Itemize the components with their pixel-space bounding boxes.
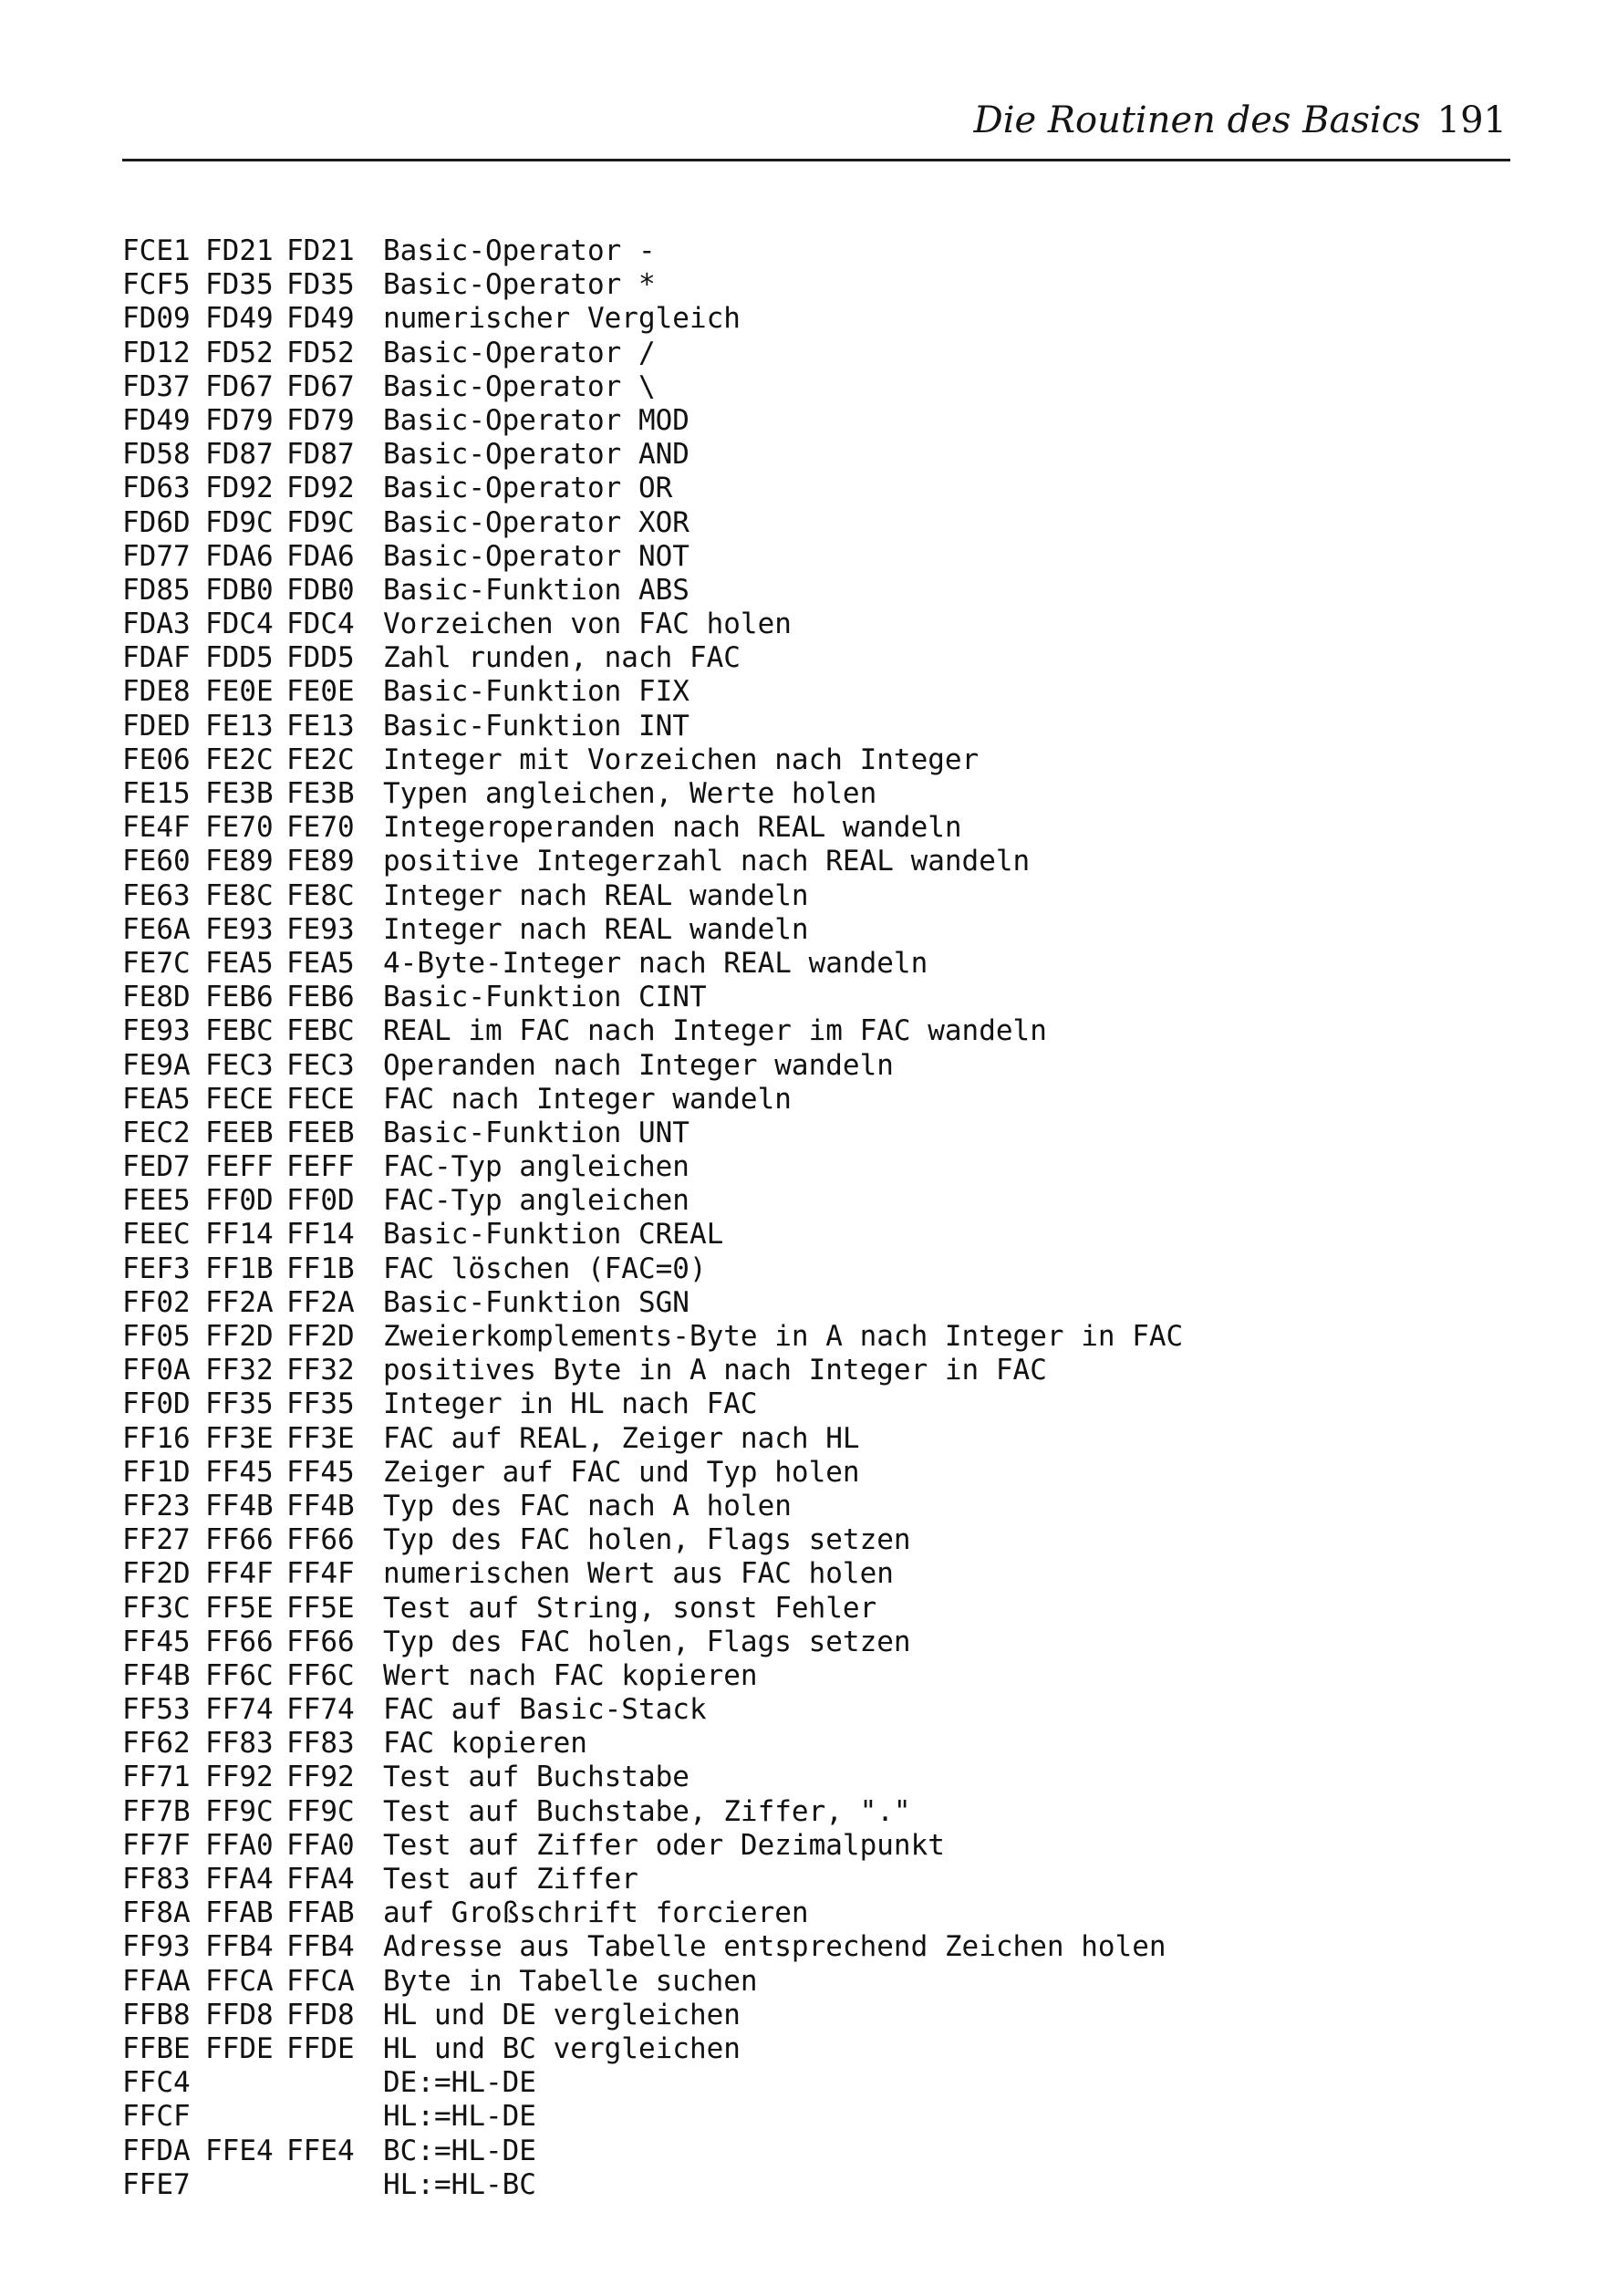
listing-row (122, 913, 1399, 947)
address-cpc664: FFE4 (205, 2134, 274, 2167)
listing-row (122, 879, 1399, 913)
routine-description: FAC kopieren (383, 1727, 587, 1761)
address-cpc6128: FF3E (286, 1421, 355, 1455)
routine-description: Basic-Operator NOT (383, 539, 689, 573)
routine-description: Operanden nach Integer wandeln (383, 1048, 894, 1082)
listing-row (122, 540, 1399, 574)
address-cpc6128: FE0E (286, 675, 355, 709)
address-cpc464: FDED (122, 709, 191, 743)
routine-description: Wert nach FAC kopieren (383, 1658, 758, 1692)
address-cpc464: FD12 (122, 336, 191, 369)
listing-row (122, 1184, 1399, 1218)
address-cpc464: FE7C (122, 946, 191, 980)
address-cpc464: FF02 (122, 1285, 191, 1319)
listing-row (122, 1999, 1399, 2032)
listing-row (122, 1083, 1399, 1117)
routine-description: Integer nach REAL wandeln (383, 912, 809, 946)
listing-row (122, 777, 1399, 811)
address-cpc664: FE2C (205, 743, 274, 776)
address-cpc6128: FFE4 (286, 2134, 355, 2167)
address-cpc6128: FF2A (286, 1285, 355, 1319)
address-cpc464: FEF3 (122, 1252, 191, 1285)
listing-row (122, 981, 1399, 1014)
address-cpc464: FF71 (122, 1761, 191, 1794)
address-cpc664: FECE (205, 1082, 274, 1116)
address-cpc664: FD87 (205, 438, 274, 472)
address-cpc464: FFC4 (122, 2066, 191, 2100)
address-cpc464: FEA5 (122, 1082, 191, 1116)
routine-description: Basic-Funktion INT (383, 709, 689, 743)
address-cpc464: FEC2 (122, 1116, 191, 1149)
routine-description: Basic-Operator - (383, 234, 656, 267)
routine-description: Basic-Funktion ABS (383, 573, 689, 607)
address-cpc6128: FD79 (286, 403, 355, 437)
routine-description: Basic-Funktion SGN (383, 1285, 689, 1319)
running-title: Die Routinen des Basics (973, 99, 1421, 141)
listing-row (122, 710, 1399, 743)
routine-description: Typen angleichen, Werte holen (383, 777, 877, 810)
listing-row (122, 234, 1399, 268)
address-cpc464: FF0D (122, 1387, 191, 1421)
address-cpc664: FF4B (205, 1489, 274, 1522)
address-cpc6128: FF35 (286, 1387, 355, 1421)
address-cpc664: FD79 (205, 403, 274, 437)
address-cpc664: FFD8 (205, 1998, 274, 2031)
address-cpc6128: FE89 (286, 845, 355, 878)
address-cpc664: FF2A (205, 1285, 274, 1319)
address-cpc464: FFBE (122, 2031, 191, 2065)
address-cpc464: FEE5 (122, 1184, 191, 1218)
routine-description: Basic-Operator XOR (383, 505, 689, 539)
address-cpc6128: FD35 (286, 268, 355, 302)
listing-row (122, 1150, 1399, 1184)
address-cpc6128: FF5E (286, 1591, 355, 1625)
address-cpc664: FFA4 (205, 1863, 274, 1896)
address-cpc664: FEFF (205, 1150, 274, 1184)
address-cpc464: FE06 (122, 743, 191, 776)
address-cpc6128: FD9C (286, 505, 355, 539)
address-cpc6128: FF4B (286, 1489, 355, 1522)
address-cpc464: FF05 (122, 1320, 191, 1353)
address-cpc6128: FE13 (286, 709, 355, 743)
address-cpc464: FE6A (122, 912, 191, 946)
address-cpc6128: FF83 (286, 1727, 355, 1761)
address-cpc664: FF66 (205, 1625, 274, 1658)
address-cpc6128: FDA6 (286, 539, 355, 573)
routine-description: Integer mit Vorzeichen nach Integer (383, 743, 980, 776)
address-cpc6128: FF66 (286, 1625, 355, 1658)
routine-description: FAC-Typ angleichen (383, 1150, 689, 1184)
address-cpc464: FF8A (122, 1896, 191, 1930)
address-cpc664: FDC4 (205, 608, 274, 641)
address-cpc664: FF45 (205, 1455, 274, 1489)
routine-description: HL:=HL-BC (383, 2167, 536, 2201)
routine-description: Vorzeichen von FAC holen (383, 608, 792, 641)
address-cpc464: FCF5 (122, 268, 191, 302)
listing-row (122, 438, 1399, 472)
address-cpc464: FE60 (122, 845, 191, 878)
routine-description: DE:=HL-DE (383, 2066, 536, 2100)
routine-description: Test auf Ziffer (383, 1863, 638, 1896)
address-cpc664: FF1B (205, 1252, 274, 1285)
routine-description: FAC-Typ angleichen (383, 1184, 689, 1218)
address-cpc6128: FF74 (286, 1693, 355, 1727)
address-cpc464: FE15 (122, 777, 191, 810)
address-cpc6128: FF14 (286, 1218, 355, 1252)
address-cpc464: FF2D (122, 1557, 191, 1591)
address-cpc6128: FD21 (286, 234, 355, 267)
listing-row (122, 2135, 1399, 2168)
address-cpc6128: FD92 (286, 472, 355, 505)
listing-row (122, 2032, 1399, 2066)
address-cpc664: FD52 (205, 336, 274, 369)
address-cpc464: FF45 (122, 1625, 191, 1658)
address-cpc664: FFAB (205, 1896, 274, 1930)
listing-row (122, 302, 1399, 336)
address-cpc664: FFDE (205, 2031, 274, 2065)
address-cpc464: FD77 (122, 539, 191, 573)
address-cpc664: FF35 (205, 1387, 274, 1421)
address-cpc464: FF3C (122, 1591, 191, 1625)
address-cpc6128: FF32 (286, 1354, 355, 1387)
address-cpc664: FE89 (205, 845, 274, 878)
listing-row (122, 947, 1399, 981)
routine-description: Basic-Operator * (383, 268, 656, 302)
routine-description: Test auf Ziffer oder Dezimalpunkt (383, 1828, 945, 1862)
listing-row (122, 1863, 1399, 1896)
listing-row (122, 1490, 1399, 1523)
address-cpc464: FF0A (122, 1354, 191, 1387)
address-cpc6128: FE8C (286, 878, 355, 912)
address-cpc664: FF14 (205, 1218, 274, 1252)
address-cpc664: FFCA (205, 1964, 274, 1998)
routine-description: FAC auf REAL, Zeiger nach HL (383, 1421, 860, 1455)
address-cpc6128: FFAB (286, 1896, 355, 1930)
address-cpc664: FFA0 (205, 1828, 274, 1862)
address-cpc464: FE4F (122, 811, 191, 845)
listing-row (122, 811, 1399, 845)
address-cpc6128: FF4F (286, 1557, 355, 1591)
address-cpc464: FD85 (122, 573, 191, 607)
address-cpc664: FE70 (205, 811, 274, 845)
address-cpc464: FF93 (122, 1930, 191, 1964)
listing-row (122, 1014, 1399, 1048)
routine-description: HL und DE vergleichen (383, 1998, 741, 2031)
routine-description: auf Großschrift forcieren (383, 1896, 809, 1930)
listing-row (122, 506, 1399, 540)
routine-description: Zahl runden, nach FAC (383, 641, 741, 675)
listing-row (122, 1659, 1399, 1693)
address-cpc664: FF3E (205, 1421, 274, 1455)
address-cpc6128: FD52 (286, 336, 355, 369)
listing-row (122, 1049, 1399, 1083)
address-cpc464: FE8D (122, 981, 191, 1014)
address-cpc6128: FFCA (286, 1964, 355, 1998)
address-cpc664: FEC3 (205, 1048, 274, 1082)
routine-description: Typ des FAC holen, Flags setzen (383, 1625, 911, 1658)
address-cpc664: FF32 (205, 1354, 274, 1387)
listing-row (122, 1523, 1399, 1557)
address-cpc664: FF83 (205, 1727, 274, 1761)
address-cpc6128: FF0D (286, 1184, 355, 1218)
listing-row (122, 337, 1399, 370)
address-cpc664: FD49 (205, 302, 274, 336)
address-cpc664: FF9C (205, 1794, 274, 1828)
address-cpc664: FDD5 (205, 641, 274, 675)
address-cpc6128: FF1B (286, 1252, 355, 1285)
listing-row (122, 2066, 1399, 2100)
address-cpc6128: FF9C (286, 1794, 355, 1828)
listing-row (122, 1387, 1399, 1421)
listing-row (122, 1965, 1399, 1999)
routine-description: Test auf Buchstabe, Ziffer, "." (383, 1794, 911, 1828)
address-cpc464: FFE7 (122, 2167, 191, 2201)
routine-description: numerischer Vergleich (383, 302, 741, 336)
address-cpc464: FDE8 (122, 675, 191, 709)
listing-row (122, 2100, 1399, 2134)
address-cpc6128: FEBC (286, 1014, 355, 1048)
routine-description: Test auf String, sonst Fehler (383, 1591, 877, 1625)
routine-description: Test auf Buchstabe (383, 1761, 689, 1794)
routine-description: Basic-Operator OR (383, 472, 673, 505)
address-cpc6128: FDB0 (286, 573, 355, 607)
address-cpc464: FDA3 (122, 608, 191, 641)
address-cpc464: FFCF (122, 2100, 191, 2134)
routine-description: Basic-Funktion CREAL (383, 1218, 724, 1252)
listing-row (122, 268, 1399, 302)
address-cpc664: FF92 (205, 1761, 274, 1794)
listing-row (122, 1354, 1399, 1387)
listing-row (122, 1422, 1399, 1456)
address-cpc464: FD6D (122, 505, 191, 539)
address-cpc6128: FEB6 (286, 981, 355, 1014)
address-cpc464: FFAA (122, 1964, 191, 1998)
routine-description: 4-Byte-Integer nach REAL wandeln (383, 946, 928, 980)
address-cpc664: FF6C (205, 1658, 274, 1692)
address-cpc664: FE93 (205, 912, 274, 946)
address-cpc6128: FDD5 (286, 641, 355, 675)
address-cpc6128: FEEB (286, 1116, 355, 1149)
address-cpc664: FE0E (205, 675, 274, 709)
routine-description: Basic-Operator MOD (383, 403, 689, 437)
address-cpc464: FE93 (122, 1014, 191, 1048)
listing-row (122, 675, 1399, 709)
routine-description: Integer in HL nach FAC (383, 1387, 758, 1421)
address-cpc464: FD09 (122, 302, 191, 336)
address-cpc6128: FEC3 (286, 1048, 355, 1082)
routine-description: positive Integerzahl nach REAL wandeln (383, 845, 1031, 878)
address-cpc464: FF23 (122, 1489, 191, 1522)
address-cpc6128: FF6C (286, 1658, 355, 1692)
routine-description: FAC auf Basic-Stack (383, 1693, 707, 1727)
address-cpc464: FEEC (122, 1218, 191, 1252)
address-cpc6128: FFA0 (286, 1828, 355, 1862)
address-cpc664: FF74 (205, 1693, 274, 1727)
routine-description: Basic-Operator / (383, 336, 656, 369)
address-cpc6128: FF92 (286, 1761, 355, 1794)
listing-row (122, 1557, 1399, 1591)
routine-description: Basic-Operator \ (383, 369, 656, 403)
address-cpc6128: FFA4 (286, 1863, 355, 1896)
address-cpc464: FD37 (122, 369, 191, 403)
routine-description: HL:=HL-DE (383, 2100, 536, 2134)
listing-row (122, 472, 1399, 505)
routine-description: Byte in Tabelle suchen (383, 1964, 758, 1998)
routine-description: positives Byte in A nach Integer in FAC (383, 1354, 1047, 1387)
address-cpc6128: FD49 (286, 302, 355, 336)
routine-description: Typ des FAC nach A holen (383, 1489, 792, 1522)
address-cpc464: FF7B (122, 1794, 191, 1828)
listing-row (122, 1626, 1399, 1659)
header-text (973, 99, 1507, 141)
address-cpc6128: FF2D (286, 1320, 355, 1353)
address-cpc664: FDB0 (205, 573, 274, 607)
address-cpc6128: FFD8 (286, 1998, 355, 2031)
routine-description: Basic-Funktion CINT (383, 981, 707, 1014)
address-cpc6128: FEA5 (286, 946, 355, 980)
address-cpc6128: FECE (286, 1082, 355, 1116)
page-number: 191 (1436, 99, 1507, 141)
address-cpc664: FF0D (205, 1184, 274, 1218)
address-cpc6128: FDC4 (286, 608, 355, 641)
address-cpc6128: FE93 (286, 912, 355, 946)
listing-row (122, 1320, 1399, 1354)
routine-description: Zweierkomplements-Byte in A nach Integer in FAC (383, 1320, 1184, 1353)
address-cpc6128: FD87 (286, 438, 355, 472)
listing-row (122, 1456, 1399, 1490)
address-cpc464: FF1D (122, 1455, 191, 1489)
address-cpc464: FDAF (122, 641, 191, 675)
routine-description: Typ des FAC holen, Flags setzen (383, 1523, 911, 1557)
listing-row (122, 1117, 1399, 1150)
listing-row (122, 1592, 1399, 1626)
listing-row (122, 1829, 1399, 1863)
address-cpc464: FD63 (122, 472, 191, 505)
listing-row (122, 404, 1399, 438)
routine-description: Basic-Funktion UNT (383, 1116, 689, 1149)
page-header (122, 91, 1510, 146)
routine-description: numerischen Wert aus FAC holen (383, 1557, 894, 1591)
address-cpc464: FF27 (122, 1523, 191, 1557)
address-cpc464: FD58 (122, 438, 191, 472)
address-cpc6128: FE3B (286, 777, 355, 810)
address-cpc6128: FF66 (286, 1523, 355, 1557)
listing-row (122, 370, 1399, 404)
address-cpc664: FE3B (205, 777, 274, 810)
address-cpc464: FF83 (122, 1863, 191, 1896)
address-cpc664: FDA6 (205, 539, 274, 573)
listing-row (122, 1286, 1399, 1320)
address-cpc664: FD92 (205, 472, 274, 505)
routine-description: Integer nach REAL wandeln (383, 878, 809, 912)
listing-row (122, 1252, 1399, 1286)
address-cpc664: FEA5 (205, 946, 274, 980)
address-cpc664: FF4F (205, 1557, 274, 1591)
address-cpc664: FF5E (205, 1591, 274, 1625)
routine-description: REAL im FAC nach Integer im FAC wandeln (383, 1014, 1047, 1048)
address-cpc664: FD67 (205, 369, 274, 403)
address-cpc664: FEBC (205, 1014, 274, 1048)
address-cpc464: FE9A (122, 1048, 191, 1082)
address-cpc664: FD21 (205, 234, 274, 267)
routine-description: FAC löschen (FAC=0) (383, 1252, 707, 1285)
listing-row (122, 2168, 1399, 2202)
listing-row (122, 1930, 1399, 1964)
routine-description: Basic-Funktion FIX (383, 675, 689, 709)
address-cpc6128: FD67 (286, 369, 355, 403)
routine-description: Integeroperanden nach REAL wandeln (383, 811, 962, 845)
address-cpc664: FD9C (205, 505, 274, 539)
address-cpc664: FE8C (205, 878, 274, 912)
address-cpc6128: FEFF (286, 1150, 355, 1184)
listing-row (122, 1727, 1399, 1761)
address-cpc664: FEB6 (205, 981, 274, 1014)
address-cpc464: FED7 (122, 1150, 191, 1184)
address-cpc464: FF7F (122, 1828, 191, 1862)
address-cpc464: FF62 (122, 1727, 191, 1761)
listing-row (122, 1761, 1399, 1794)
address-cpc464: FD49 (122, 403, 191, 437)
address-cpc6128: FF45 (286, 1455, 355, 1489)
address-cpc6128: FFB4 (286, 1930, 355, 1964)
address-cpc464: FFDA (122, 2134, 191, 2167)
header-rule (122, 159, 1510, 161)
routine-description: BC:=HL-DE (383, 2134, 536, 2167)
routine-description: Basic-Operator AND (383, 438, 689, 472)
routine-listing (122, 234, 1399, 2202)
routine-description: HL und BC vergleichen (383, 2031, 741, 2065)
routine-description: Adresse aus Tabelle entsprechend Zeichen holen (383, 1930, 1166, 1964)
address-cpc664: FF2D (205, 1320, 274, 1353)
address-cpc664: FEEB (205, 1116, 274, 1149)
address-cpc464: FCE1 (122, 234, 191, 267)
address-cpc6128: FE70 (286, 811, 355, 845)
listing-row (122, 608, 1399, 641)
listing-row (122, 1693, 1399, 1727)
listing-row (122, 1795, 1399, 1829)
address-cpc6128: FFDE (286, 2031, 355, 2065)
listing-row (122, 845, 1399, 878)
listing-row (122, 1896, 1399, 1930)
listing-row (122, 743, 1399, 777)
address-cpc6128: FE2C (286, 743, 355, 776)
address-cpc464: FF53 (122, 1693, 191, 1727)
listing-row (122, 641, 1399, 675)
listing-row (122, 1218, 1399, 1252)
routine-description: FAC nach Integer wandeln (383, 1082, 792, 1116)
address-cpc464: FF4B (122, 1658, 191, 1692)
address-cpc664: FE13 (205, 709, 274, 743)
address-cpc664: FD35 (205, 268, 274, 302)
address-cpc464: FE63 (122, 878, 191, 912)
address-cpc664: FFB4 (205, 1930, 274, 1964)
routine-description: Zeiger auf FAC und Typ holen (383, 1455, 860, 1489)
address-cpc464: FF16 (122, 1421, 191, 1455)
listing-row (122, 574, 1399, 608)
address-cpc664: FF66 (205, 1523, 274, 1557)
address-cpc464: FFB8 (122, 1998, 191, 2031)
